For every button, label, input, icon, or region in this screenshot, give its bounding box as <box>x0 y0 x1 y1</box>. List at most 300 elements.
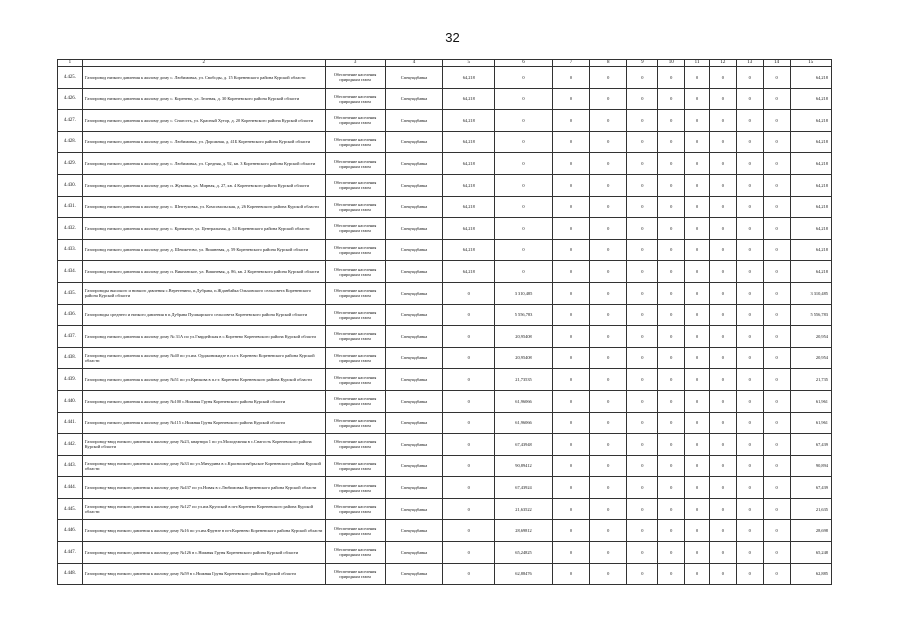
cell-value: 0 <box>685 369 710 391</box>
row-funding-source: Спецнадбавка <box>385 477 443 499</box>
cell-value: 0 <box>763 369 790 391</box>
col-header: 11 <box>685 60 710 67</box>
row-total: 64,218 <box>790 88 831 110</box>
row-purpose: Обеспечение населения природным газом <box>325 282 385 304</box>
cell-value: 0 <box>627 477 658 499</box>
cell-value: 0 <box>736 88 763 110</box>
col-header: 2 <box>82 60 325 67</box>
cell-value: 0 <box>709 347 736 369</box>
cell-value: 0 <box>443 304 495 326</box>
cell-value: 0 <box>552 347 589 369</box>
cell-value: 0 <box>658 563 685 585</box>
cell-value: 0 <box>552 520 589 542</box>
cell-value: 0 <box>590 174 627 196</box>
table-body <box>58 67 832 585</box>
cell-value: 0 <box>552 110 589 132</box>
cell-value: 0 <box>627 520 658 542</box>
row-purpose: Обеспечение населения природным газом <box>325 239 385 261</box>
cell-value: 64,218 <box>443 239 495 261</box>
cell-value: 0 <box>590 455 627 477</box>
cell-value: 0 <box>590 563 627 585</box>
cell-value: 0 <box>709 110 736 132</box>
row-purpose: Обеспечение населения природным газом <box>325 304 385 326</box>
row-funding-source: Спецнадбавка <box>385 369 443 391</box>
cell-value: 0 <box>627 88 658 110</box>
row-code: 4.425. <box>58 67 83 89</box>
row-code: 4.431. <box>58 196 83 218</box>
row-total: 64,218 <box>790 196 831 218</box>
row-code: 4.438. <box>58 347 83 369</box>
cell-value: 0 <box>658 239 685 261</box>
row-funding-source: Спецнадбавка <box>385 131 443 153</box>
cell-value: 0 <box>685 477 710 499</box>
row-purpose: Обеспечение населения природным газом <box>325 369 385 391</box>
cell-value: 0 <box>685 261 710 283</box>
table-row <box>58 412 832 434</box>
cell-value: 20,95408 <box>495 347 553 369</box>
row-funding-source: Спецнадбавка <box>385 67 443 89</box>
row-funding-source: Спецнадбавка <box>385 498 443 520</box>
cell-value: 0 <box>495 196 553 218</box>
row-funding-source: Спецнадбавка <box>385 390 443 412</box>
cell-value: 0 <box>495 110 553 132</box>
cell-value: 0 <box>590 88 627 110</box>
cell-value: 0 <box>736 131 763 153</box>
row-total: 21,635 <box>790 498 831 520</box>
table-row <box>58 174 832 196</box>
row-description: Газопровод низкого давления к жилому дому д. Шешкетово, ул. Вишневая, д. 59 Кореневского района Курской области <box>82 239 325 261</box>
col-header: 7 <box>552 60 589 67</box>
row-purpose: Обеспечение населения природным газом <box>325 174 385 196</box>
cell-value: 0 <box>736 542 763 564</box>
col-header: 15 <box>790 60 831 67</box>
cell-value: 0 <box>736 455 763 477</box>
row-description: Газопроводы высокого и низкого давления с.Веретенино, п.Дубрава, п.Жданбайка Ольховского сельсовета Кореневского района Курской области <box>82 282 325 304</box>
cell-value: 0 <box>590 196 627 218</box>
row-description: Газопровод-ввод низкого давления к жилому дому №127 по ул.им.Крупской в пгт.Коренево Кореневского района Курской области <box>82 498 325 520</box>
cell-value: 28,69812 <box>495 520 553 542</box>
row-total: 64,218 <box>790 174 831 196</box>
col-header: 8 <box>590 60 627 67</box>
cell-value: 0 <box>658 88 685 110</box>
row-total: 62,885 <box>790 563 831 585</box>
cell-value: 0 <box>763 174 790 196</box>
row-description: Газопровод низкого давления к жилому дому с. Кремяное, ул. Центральная, д. 54 Кореневского района Курской области <box>82 218 325 240</box>
cell-value: 0 <box>658 542 685 564</box>
cell-value: 0 <box>590 412 627 434</box>
row-funding-source: Спецнадбавка <box>385 196 443 218</box>
row-purpose: Обеспечение населения природным газом <box>325 390 385 412</box>
cell-value: 0 <box>495 261 553 283</box>
cell-value: 0 <box>658 67 685 89</box>
cell-value: 0 <box>763 542 790 564</box>
cell-value: 0 <box>736 347 763 369</box>
row-purpose: Обеспечение населения природным газом <box>325 498 385 520</box>
row-description: Газопровод низкого давления к жилому дому №115 с.Нижняя Груня Кореневского района Курской области <box>82 412 325 434</box>
row-total: 67,439 <box>790 434 831 456</box>
cell-value: 0 <box>443 520 495 542</box>
cell-value: 0 <box>685 196 710 218</box>
cell-value: 0 <box>685 434 710 456</box>
table-row <box>58 563 832 585</box>
cell-value: 0 <box>763 347 790 369</box>
cell-value: 0 <box>763 498 790 520</box>
row-purpose: Обеспечение населения природным газом <box>325 434 385 456</box>
row-description: Газопровод низкого давления к жилому дому № 31А по ул.Гвардейская в с.Коренево Кореневского района Курской области <box>82 326 325 348</box>
row-code: 4.432. <box>58 218 83 240</box>
row-purpose: Обеспечение населения природным газом <box>325 67 385 89</box>
table-row <box>58 88 832 110</box>
table-row <box>58 239 832 261</box>
cell-value: 67,43924 <box>495 477 553 499</box>
cell-value: 0 <box>709 282 736 304</box>
cell-value: 0 <box>763 67 790 89</box>
cell-value: 0 <box>736 390 763 412</box>
cell-value: 0 <box>763 326 790 348</box>
col-header: 10 <box>658 60 685 67</box>
cell-value: 0 <box>709 412 736 434</box>
table-row <box>58 369 832 391</box>
row-purpose: Обеспечение населения природным газом <box>325 520 385 542</box>
cell-value: 64,218 <box>443 131 495 153</box>
cell-value: 0 <box>709 520 736 542</box>
cell-value: 0 <box>763 520 790 542</box>
cell-value: 0 <box>552 88 589 110</box>
cell-value: 0 <box>443 347 495 369</box>
column-number-row <box>58 60 832 67</box>
cell-value: 0 <box>590 261 627 283</box>
cell-value: 0 <box>627 261 658 283</box>
table-row <box>58 261 832 283</box>
row-code: 4.446. <box>58 520 83 542</box>
cell-value: 0 <box>443 455 495 477</box>
cell-value: 0 <box>685 153 710 175</box>
cell-value: 0 <box>736 477 763 499</box>
cell-value: 0 <box>736 412 763 434</box>
table-row <box>58 455 832 477</box>
cell-value: 0 <box>658 498 685 520</box>
cell-value: 0 <box>685 218 710 240</box>
row-description: Газопровод низкого давления к жилому дому с. Любимовка, ул. Свободы, д. 15 Кореневского района Курской области <box>82 67 325 89</box>
row-description: Газопровод-ввод низкого давления к жилому дому №437 по ул.Новая в с.Любимовка Кореневского района Курской области <box>82 477 325 499</box>
row-funding-source: Спецнадбавка <box>385 88 443 110</box>
row-description: Газопровод-ввод низкого давления к жилому дому №33 по ул.Мичурина в с.Краснооктябрьское Кореневского района Курской области <box>82 455 325 477</box>
cell-value: 62,88476 <box>495 563 553 585</box>
cell-value: 0 <box>627 282 658 304</box>
row-funding-source: Спецнадбавка <box>385 347 443 369</box>
cell-value: 0 <box>709 196 736 218</box>
row-total: 64,218 <box>790 153 831 175</box>
cell-value: 0 <box>709 498 736 520</box>
cell-value: 0 <box>552 455 589 477</box>
cell-value: 0 <box>552 434 589 456</box>
row-total: 61,961 <box>790 412 831 434</box>
cell-value: 0 <box>763 110 790 132</box>
cell-value: 0 <box>736 282 763 304</box>
cell-value: 0 <box>658 455 685 477</box>
row-code: 4.430. <box>58 174 83 196</box>
cell-value: 0 <box>709 304 736 326</box>
cell-value: 0 <box>685 67 710 89</box>
cell-value: 0 <box>627 239 658 261</box>
row-code: 4.436. <box>58 304 83 326</box>
cell-value: 0 <box>763 455 790 477</box>
row-purpose: Обеспечение населения природным газом <box>325 131 385 153</box>
cell-value: 0 <box>627 390 658 412</box>
row-code: 4.427. <box>58 110 83 132</box>
cell-value: 0 <box>627 542 658 564</box>
cell-value: 0 <box>685 131 710 153</box>
row-total: 61,961 <box>790 390 831 412</box>
cell-value: 0 <box>685 326 710 348</box>
cell-value: 0 <box>590 239 627 261</box>
cell-value: 64,218 <box>443 174 495 196</box>
cell-value: 0 <box>590 520 627 542</box>
row-code: 4.426. <box>58 88 83 110</box>
cell-value: 0 <box>658 218 685 240</box>
table-row <box>58 153 832 175</box>
row-funding-source: Спецнадбавка <box>385 542 443 564</box>
cell-value: 0 <box>763 412 790 434</box>
row-code: 4.435. <box>58 282 83 304</box>
table-row <box>58 390 832 412</box>
cell-value: 0 <box>658 412 685 434</box>
row-total: 20,954 <box>790 326 831 348</box>
cell-value: 0 <box>627 110 658 132</box>
row-purpose: Обеспечение населения природным газом <box>325 347 385 369</box>
cell-value: 0 <box>736 304 763 326</box>
cell-value: 0 <box>736 520 763 542</box>
cell-value: 21,63522 <box>495 498 553 520</box>
cell-value: 0 <box>709 455 736 477</box>
row-total: 64,218 <box>790 239 831 261</box>
row-total: 5 556,783 <box>790 304 831 326</box>
row-funding-source: Спецнадбавка <box>385 218 443 240</box>
cell-value: 0 <box>590 282 627 304</box>
cell-value: 0 <box>627 498 658 520</box>
row-purpose: Обеспечение населения природным газом <box>325 218 385 240</box>
row-code: 4.444. <box>58 477 83 499</box>
cell-value: 0 <box>763 153 790 175</box>
cell-value: 0 <box>709 88 736 110</box>
row-code: 4.434. <box>58 261 83 283</box>
cell-value: 0 <box>627 218 658 240</box>
cell-value: 0 <box>590 304 627 326</box>
cell-value: 0 <box>736 196 763 218</box>
col-header: 3 <box>325 60 385 67</box>
cell-value: 0 <box>627 434 658 456</box>
cell-value: 0 <box>552 261 589 283</box>
cell-value: 0 <box>763 131 790 153</box>
row-total: 3 310,485 <box>790 282 831 304</box>
cell-value: 0 <box>443 434 495 456</box>
row-description: Газопровод низкого давления к жилому дому п. Викнанское, ул. Вишневая, д. 86, кв. 2 Кореневского района Курской области <box>82 261 325 283</box>
cell-value: 0 <box>685 412 710 434</box>
cell-value: 64,218 <box>443 261 495 283</box>
cell-value: 0 <box>627 347 658 369</box>
cell-value: 0 <box>709 174 736 196</box>
row-funding-source: Спецнадбавка <box>385 563 443 585</box>
cell-value: 0 <box>627 131 658 153</box>
cell-value: 0 <box>736 369 763 391</box>
table-row <box>58 477 832 499</box>
row-total: 64,218 <box>790 218 831 240</box>
row-purpose: Обеспечение населения природным газом <box>325 261 385 283</box>
cell-value: 0 <box>763 477 790 499</box>
cell-value: 0 <box>709 218 736 240</box>
cell-value: 0 <box>709 261 736 283</box>
col-header: 14 <box>763 60 790 67</box>
cell-value: 0 <box>685 174 710 196</box>
cell-value: 0 <box>627 563 658 585</box>
cell-value: 64,218 <box>443 88 495 110</box>
cell-value: 0 <box>709 239 736 261</box>
cell-value: 0 <box>658 477 685 499</box>
cell-value: 0 <box>590 434 627 456</box>
cell-value: 0 <box>590 67 627 89</box>
cell-value: 0 <box>763 434 790 456</box>
cell-value: 5 556,783 <box>495 304 553 326</box>
cell-value: 0 <box>709 326 736 348</box>
cell-value: 0 <box>763 304 790 326</box>
cell-value: 0 <box>736 174 763 196</box>
table-row <box>58 282 832 304</box>
cell-value: 0 <box>658 174 685 196</box>
cell-value: 0 <box>736 261 763 283</box>
cell-value: 0 <box>685 304 710 326</box>
col-header: 9 <box>627 60 658 67</box>
row-code: 4.437. <box>58 326 83 348</box>
table-row <box>58 542 832 564</box>
cell-value: 0 <box>685 88 710 110</box>
col-header: 13 <box>736 60 763 67</box>
col-header: 4 <box>385 60 443 67</box>
cell-value: 0 <box>763 563 790 585</box>
cell-value: 0 <box>443 563 495 585</box>
row-description: Газопровод низкого давления к жилому дому №51 по ул.Крюкова в п.г.т. Коренево Кореневского района Курской области <box>82 369 325 391</box>
cell-value: 0 <box>590 390 627 412</box>
cell-value: 0 <box>443 326 495 348</box>
row-code: 4.440. <box>58 390 83 412</box>
cell-value: 0 <box>658 261 685 283</box>
cell-value: 0 <box>443 542 495 564</box>
cell-value: 0 <box>685 347 710 369</box>
row-purpose: Обеспечение населения природным газом <box>325 110 385 132</box>
cell-value: 0 <box>658 153 685 175</box>
table-row <box>58 67 832 89</box>
cell-value: 0 <box>443 390 495 412</box>
cell-value: 0 <box>709 434 736 456</box>
cell-value: 64,218 <box>443 110 495 132</box>
row-funding-source: Спецнадбавка <box>385 261 443 283</box>
cell-value: 0 <box>552 563 589 585</box>
cell-value: 0 <box>495 153 553 175</box>
row-funding-source: Спецнадбавка <box>385 239 443 261</box>
row-description: Газопровод низкого давления к жилому дому с. Любимовка, ул. Дорожная, д. 41Б Кореневского района Курской области <box>82 131 325 153</box>
table-row <box>58 520 832 542</box>
cell-value: 0 <box>495 67 553 89</box>
cell-value: 0 <box>658 304 685 326</box>
cell-value: 0 <box>709 67 736 89</box>
row-description: Газопровод низкого давления к жилому дому с. Снагость, ул. Красный Хутор, д. 20 Кореневского района Курской области <box>82 110 325 132</box>
cell-value: 0 <box>685 455 710 477</box>
cell-value: 0 <box>709 542 736 564</box>
cell-value: 0 <box>627 153 658 175</box>
row-total: 64,218 <box>790 261 831 283</box>
cell-value: 0 <box>685 563 710 585</box>
cell-value: 0 <box>736 218 763 240</box>
cell-value: 0 <box>590 153 627 175</box>
row-code: 4.439. <box>58 369 83 391</box>
row-purpose: Обеспечение населения природным газом <box>325 153 385 175</box>
row-funding-source: Спецнадбавка <box>385 110 443 132</box>
row-funding-source: Спецнадбавка <box>385 174 443 196</box>
cell-value: 20,95408 <box>495 326 553 348</box>
row-purpose: Обеспечение населения природным газом <box>325 563 385 585</box>
cell-value: 0 <box>552 218 589 240</box>
cell-value: 0 <box>685 390 710 412</box>
cell-value: 0 <box>709 477 736 499</box>
cell-value: 61,96066 <box>495 390 553 412</box>
row-total: 64,218 <box>790 67 831 89</box>
cell-value: 0 <box>443 282 495 304</box>
table-row <box>58 131 832 153</box>
cell-value: 0 <box>552 67 589 89</box>
cell-value: 0 <box>627 369 658 391</box>
cell-value: 0 <box>736 498 763 520</box>
cell-value: 0 <box>763 196 790 218</box>
cell-value: 0 <box>552 390 589 412</box>
row-purpose: Обеспечение населения природным газом <box>325 326 385 348</box>
cell-value: 0 <box>709 153 736 175</box>
cell-value: 0 <box>552 477 589 499</box>
cell-value: 0 <box>763 282 790 304</box>
cell-value: 0 <box>658 390 685 412</box>
row-total: 64,218 <box>790 131 831 153</box>
row-funding-source: Спецнадбавка <box>385 434 443 456</box>
row-description: Газопровод низкого давления к жилому дому п. Жуковка, ул. Мирная, д. 27, кв. 4 Кореневского района Курской области <box>82 174 325 196</box>
cell-value: 0 <box>709 369 736 391</box>
row-purpose: Обеспечение населения природным газом <box>325 196 385 218</box>
row-funding-source: Спецнадбавка <box>385 282 443 304</box>
row-description: Газопровод низкого давления к жилому дому №100 с.Нижняя Груня Кореневского района Курской области <box>82 390 325 412</box>
cell-value: 0 <box>552 239 589 261</box>
cell-value: 0 <box>552 412 589 434</box>
row-description: Газопровод низкого давления к жилому дому с. Коренево, ул. Зеленая, д. 30 Кореневского района Курской области <box>82 88 325 110</box>
cell-value: 0 <box>763 218 790 240</box>
row-code: 4.448. <box>58 563 83 585</box>
row-code: 4.429. <box>58 153 83 175</box>
row-total: 90,894 <box>790 455 831 477</box>
page-number: 32 <box>445 30 460 45</box>
cell-value: 0 <box>763 239 790 261</box>
col-header: 12 <box>709 60 736 67</box>
cell-value: 0 <box>590 542 627 564</box>
cell-value: 0 <box>685 520 710 542</box>
cell-value: 0 <box>685 542 710 564</box>
cell-value: 0 <box>736 67 763 89</box>
cell-value: 0 <box>658 520 685 542</box>
row-description: Газопровод низкого давления к жилому дому с. Шептуховка, ул. Комсомольская, д. 26 Кореневского района Курской области <box>82 196 325 218</box>
cell-value: 0 <box>552 196 589 218</box>
cell-value: 0 <box>495 218 553 240</box>
table-row <box>58 498 832 520</box>
cell-value: 0 <box>443 369 495 391</box>
cell-value: 0 <box>495 131 553 153</box>
cell-value: 0 <box>658 326 685 348</box>
cell-value: 0 <box>443 498 495 520</box>
cell-value: 0 <box>590 498 627 520</box>
